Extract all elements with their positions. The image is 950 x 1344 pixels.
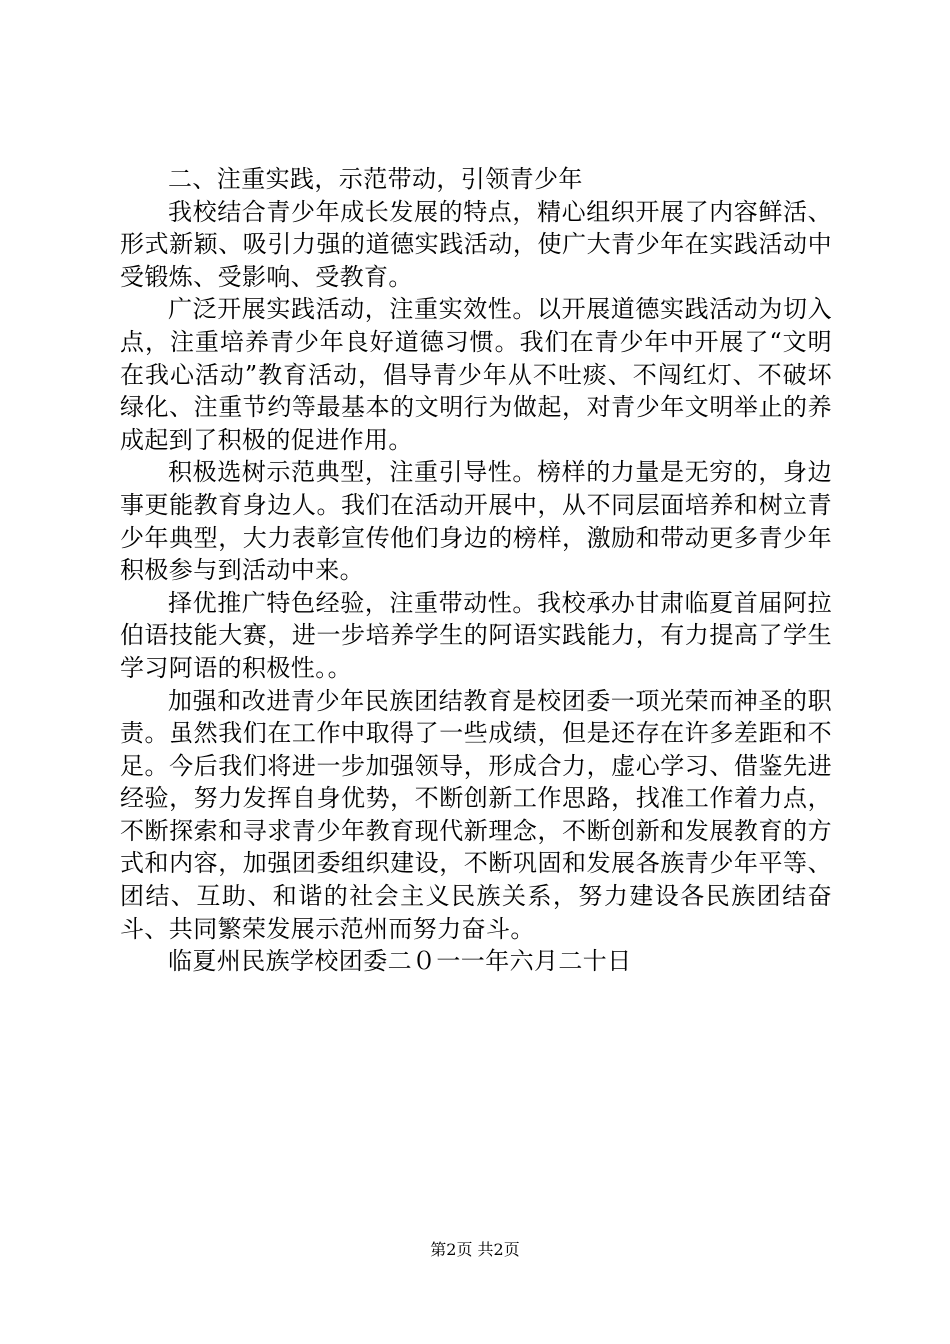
page-number-footer: 第2页 共2页: [430, 1240, 520, 1259]
signature-date-line: 临夏州民族学校团委二０一一年六月二十日: [168, 947, 632, 976]
body-paragraph: 择优推广特色经验，注重带动性。我校承办甘肃临夏首届阿拉伯语技能大赛，进一步培养学生的阿语实践能力，有力提高了学生学习阿语的积极性。。: [120, 588, 832, 682]
body-paragraph: 积极选树示范典型，注重引导性。榜样的力量是无穷的，身边事更能教育身边人。我们在活动开展中，从不同层面培养和树立青少年典型，大力表彰宣传他们身边的榜样，激励和带动更多青少年积极参与到活动中来。: [120, 458, 832, 585]
document-body: [120, 163, 832, 978]
body-paragraph: 加强和改进青少年民族团结教育是校团委一项光荣而神圣的职责。虽然我们在工作中取得了一些成绩，但是还存在许多差距和不足。今后我们将进一步加强领导，形成合力，虚心学习、借鉴先进经验，努力发挥自身优势，不断创新工作思路，找准工作着力点，不断探索和寻求青少年教育现代新理念，不断创新和发展教育的方式和内容，加强团委组织建设，不断巩固和发展各族青少年平等、团结、互助、和谐的社会主义民族关系，努力建设各民族团结奋斗、共同繁荣发展示范州而努力奋斗。: [120, 686, 832, 943]
body-paragraph: 我校结合青少年成长发展的特点，精心组织开展了内容鲜活、形式新颖、吸引力强的道德实践活动，使广大青少年在实践活动中受锻炼、受影响、受教育。: [120, 197, 832, 291]
body-paragraph: 广泛开展实践活动，注重实效性。以开展道德实践活动为切入点，注重培养青少年良好道德习惯。我们在青少年中开展了“文明在我心活动”教育活动，倡导青少年从不吐痰、不闯红灯、不破坏绿化、注重节约等最基本的文明行为做起，对青少年文明举止的养成起到了积极的促进作用。: [120, 295, 832, 454]
section-heading: 二、注重实践，示范带动，引领青少年: [168, 165, 583, 193]
